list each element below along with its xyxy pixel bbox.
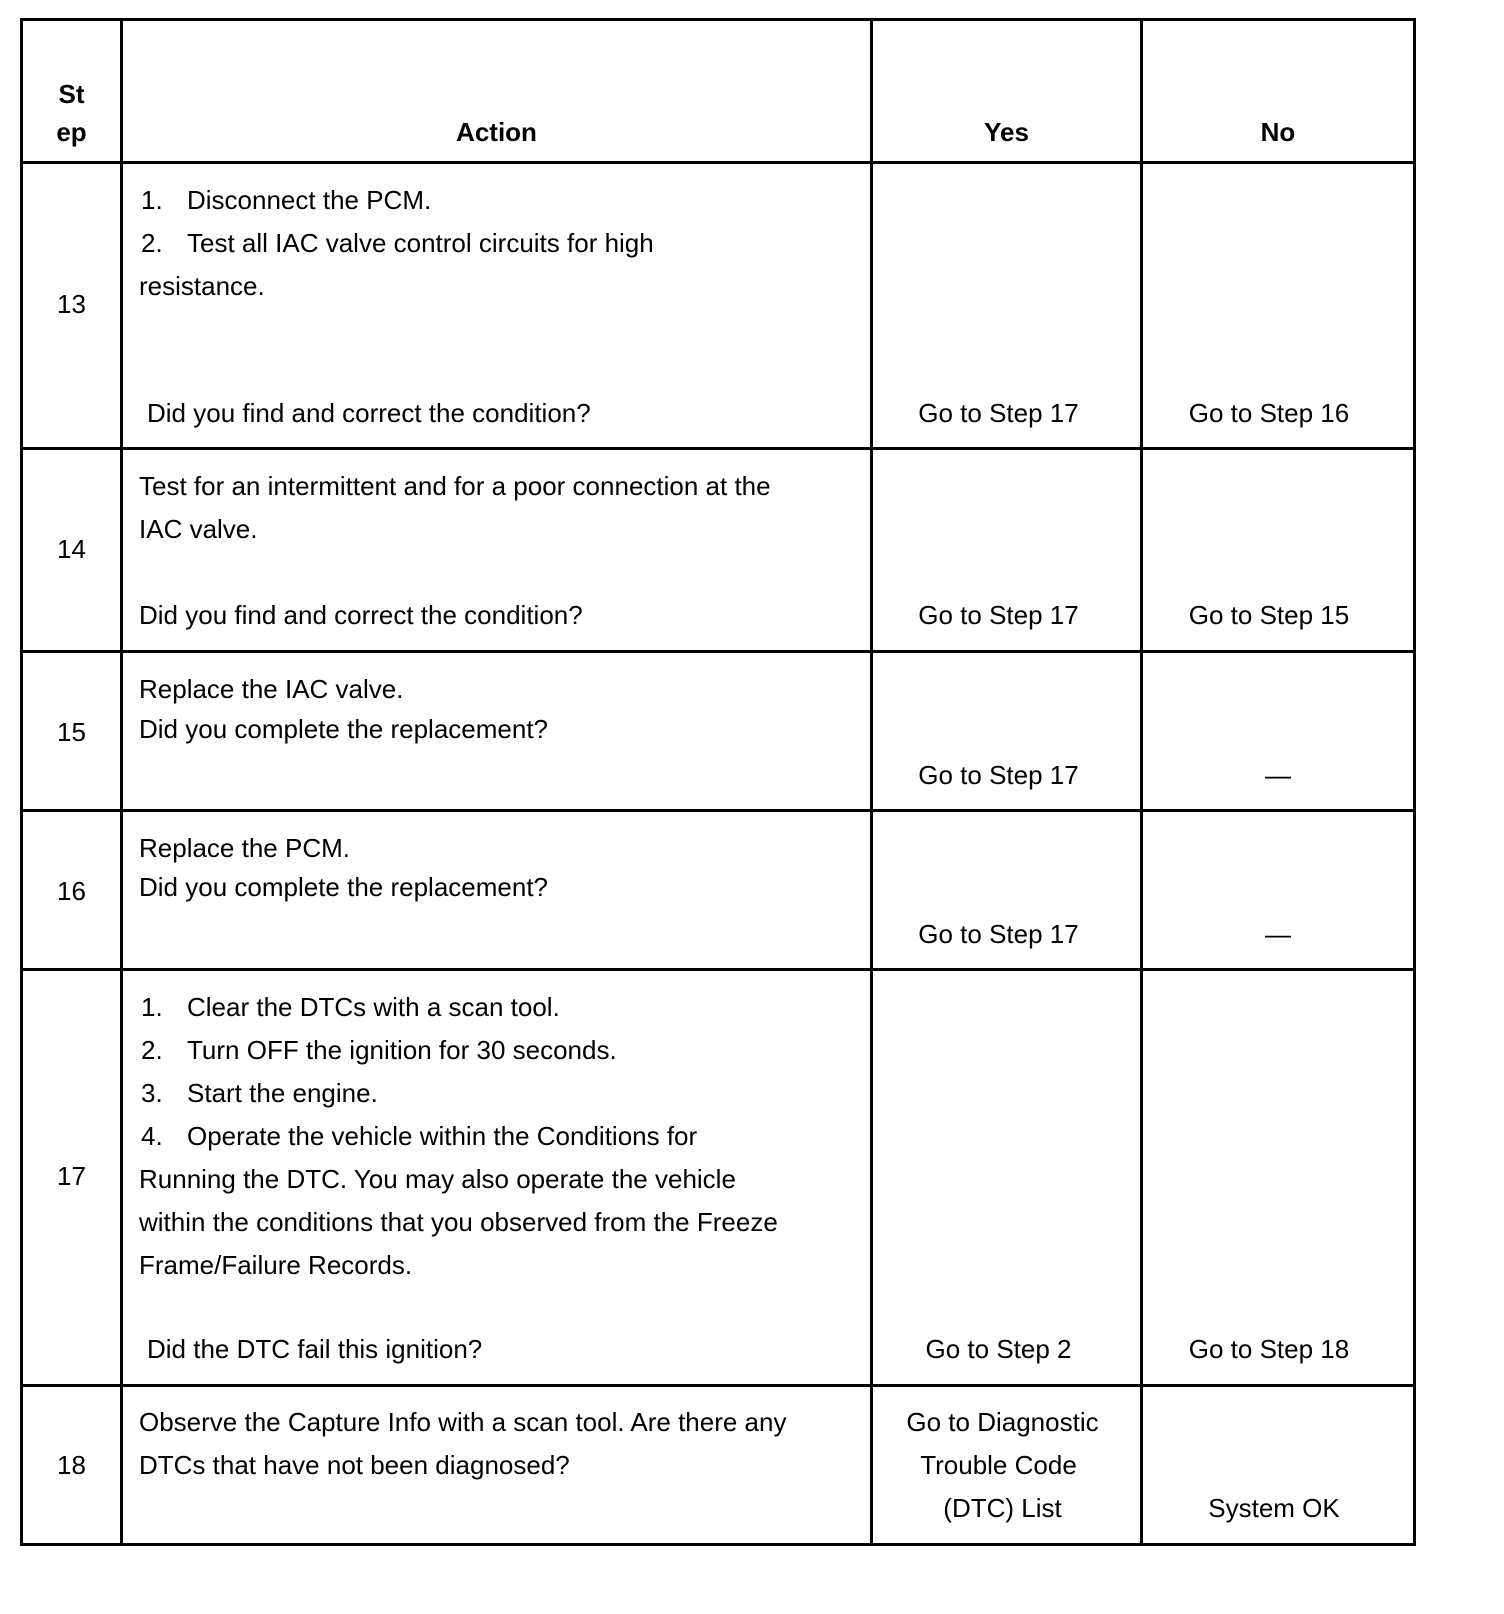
header-step-line1: St	[58, 79, 85, 109]
yes-cell: Go to Step 17	[872, 163, 1142, 449]
header-step-line2: ep	[56, 117, 87, 147]
list-item: 2. Turn OFF the ignition for 30 seconds.	[141, 1035, 617, 1065]
yes-cell: Go to Step 17	[872, 449, 1142, 652]
header-action: Action	[122, 20, 872, 163]
step-cell: 15	[22, 652, 122, 811]
no-cell: System OK	[1142, 1386, 1415, 1545]
yes-cell: Go to Step 2	[872, 970, 1142, 1386]
action-cell: Test for an intermittent and for a poor connection at the IAC valve. Did you find and correct the condition?	[122, 449, 872, 652]
step-cell: 18	[22, 1386, 122, 1545]
no-cell: Go to Step 15	[1142, 449, 1415, 652]
table-row	[22, 449, 1415, 652]
list-item: 1. Clear the DTCs with a scan tool.	[141, 992, 560, 1022]
question-text: Did the DTC fail this ignition?	[147, 1334, 483, 1364]
question-text: Did you complete the replacement?	[139, 872, 549, 902]
table-row	[22, 652, 1415, 811]
table-row	[22, 163, 1415, 449]
question-text: Did you find and correct the condition?	[147, 398, 591, 428]
action-cell: 1. Disconnect the PCM. 2. Test all IAC valve control circuits for high resistance. Did you find and correct the condition?	[122, 163, 872, 449]
step-cell: 14	[22, 449, 122, 652]
action-cell: Replace the IAC valve. Did you complete the replacement?	[122, 652, 872, 811]
header-yes: Yes	[872, 20, 1142, 163]
list-item: 3. Start the engine.	[141, 1078, 378, 1108]
step-cell: 17	[22, 970, 122, 1386]
header-no: No	[1142, 20, 1415, 163]
yes-cell: Go to Step 17	[872, 811, 1142, 970]
no-cell: —	[1142, 652, 1415, 811]
table-row	[22, 811, 1415, 970]
yes-cell: Go to Diagnostic Trouble Code (DTC) List	[872, 1386, 1142, 1545]
diagnostic-table	[20, 18, 1416, 1546]
table-row	[22, 1386, 1415, 1545]
action-cell: Observe the Capture Info with a scan tool. Are there any DTCs that have not been diagnosed?	[122, 1386, 872, 1545]
no-cell: Go to Step 18	[1142, 970, 1415, 1386]
no-cell: —	[1142, 811, 1415, 970]
table-row	[22, 970, 1415, 1386]
no-cell: Go to Step 16	[1142, 163, 1415, 449]
action-cell: Replace the PCM. Did you complete the replacement?	[122, 811, 872, 970]
list-item: 4. Operate the vehicle within the Conditions for	[141, 1121, 698, 1151]
step-cell: 13	[22, 163, 122, 449]
question-text: Did you find and correct the condition?	[139, 600, 583, 630]
yes-cell: Go to Step 17	[872, 652, 1142, 811]
list-item: 1. Disconnect the PCM.	[141, 185, 432, 215]
question-text: Did you complete the replacement?	[139, 714, 549, 744]
action-cell: 1. Clear the DTCs with a scan tool. 2. Turn OFF the ignition for 30 seconds. 3. Start the engine. 4. Operate the vehicle within the Conditions for Running the DTC. You may also operate the vehicle within the conditions that you observed from the Freeze Frame/Failure Records. Did the DTC fail this ignition?	[122, 970, 872, 1386]
list-item: 2. Test all IAC valve control circuits for high	[141, 228, 654, 258]
header-row	[22, 20, 1415, 163]
step-cell: 16	[22, 811, 122, 970]
header-step	[22, 20, 122, 163]
